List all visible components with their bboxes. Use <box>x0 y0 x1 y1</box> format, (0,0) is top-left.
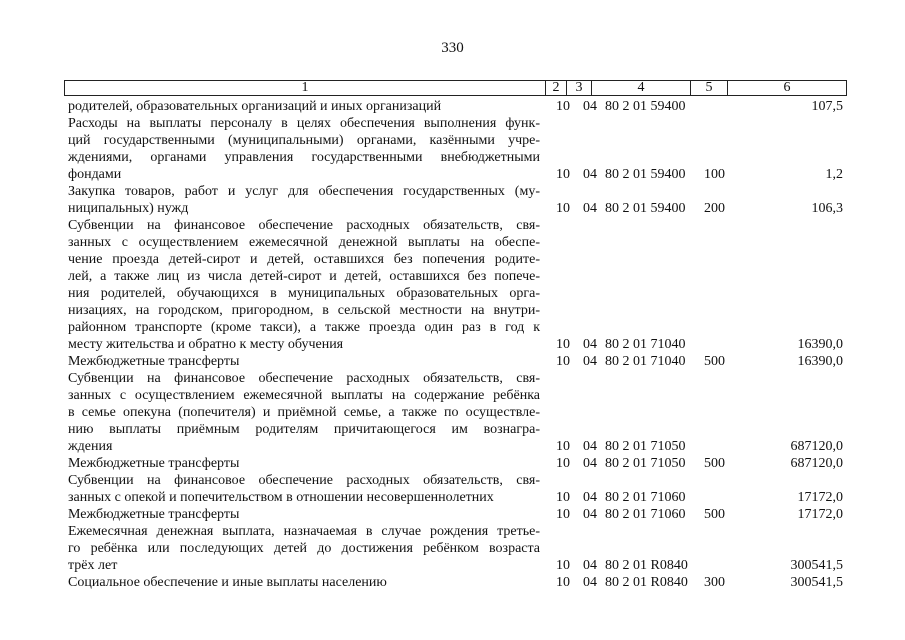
section-code: 10 <box>556 201 570 216</box>
expense-type-code: 500 <box>704 456 725 471</box>
expense-type-code: 300 <box>704 575 725 590</box>
column-header-3: 3 <box>567 81 592 96</box>
column-header-5: 5 <box>691 81 728 96</box>
table-row <box>0 472 905 506</box>
amount: 17172,0 <box>797 507 843 522</box>
table-row <box>0 115 905 183</box>
section-code: 10 <box>556 337 570 352</box>
row-values <box>0 489 905 506</box>
description-line: занных с осуществлением ежемесячной денежной выплаты на обеспе- <box>68 235 540 250</box>
description-line: Расходы на выплаты персоналу в целях обеспечения выполнения функ- <box>68 116 540 131</box>
row-description <box>68 217 540 353</box>
description-line: Межбюджетные трансферты <box>68 354 240 369</box>
description-line: ждениями, органами управления государственными внебюджетными <box>68 150 540 165</box>
description-line: нию выплаты приёмным родителям причитающегося им вознагра- <box>68 422 540 437</box>
target-article-code: 80 2 01 59400 <box>605 99 686 114</box>
row-values <box>0 506 905 523</box>
section-code: 10 <box>556 354 570 369</box>
target-article-code: 80 2 01 71040 <box>605 354 686 369</box>
section-code: 10 <box>556 167 570 182</box>
subsection-code: 04 <box>583 201 597 216</box>
amount: 300541,5 <box>790 558 843 573</box>
description-line: трёх лет <box>68 558 118 573</box>
description-line: районном транспорте (кроме такси), а также проезда один раз в год к <box>68 320 540 335</box>
section-code: 10 <box>556 456 570 471</box>
table-row <box>0 574 905 591</box>
description-line: ния родителей, обучающихся в муниципальных образовательных орга- <box>68 286 540 301</box>
target-article-code: 80 2 01 59400 <box>605 167 686 182</box>
description-line: Субвенции на финансовое обеспечение расходных обязательств, свя- <box>68 371 540 386</box>
expense-type-code: 200 <box>704 201 725 216</box>
table-row <box>0 183 905 217</box>
row-values <box>0 200 905 217</box>
column-header-table <box>64 80 847 96</box>
row-values <box>0 557 905 574</box>
expense-type-code: 100 <box>704 167 725 182</box>
description-line: Межбюджетные трансферты <box>68 507 240 522</box>
amount: 17172,0 <box>797 490 843 505</box>
row-values <box>0 455 905 472</box>
table-row <box>0 98 905 115</box>
section-code: 10 <box>556 99 570 114</box>
subsection-code: 04 <box>583 99 597 114</box>
description-line: Ежемесячная денежная выплата, назначаемая в случае рождения третье- <box>68 524 540 539</box>
target-article-code: 80 2 01 71050 <box>605 439 686 454</box>
subsection-code: 04 <box>583 456 597 471</box>
description-line: Субвенции на финансовое обеспечение расходных обязательств, свя- <box>68 473 540 488</box>
column-header-1: 1 <box>65 81 546 96</box>
amount: 687120,0 <box>790 456 843 471</box>
description-line: занных с осуществлением ежемесячной выплаты на содержание ребёнка <box>68 388 540 403</box>
amount: 16390,0 <box>797 354 843 369</box>
amount: 16390,0 <box>797 337 843 352</box>
description-line: родителей, образовательных организаций и иных организаций <box>68 99 442 114</box>
row-values <box>0 166 905 183</box>
description-line: чение проезда детей-сирот и детей, оставшихся без попечения родите- <box>68 252 540 267</box>
description-line: Закупка товаров, работ и услуг для обеспечения государственных (му- <box>68 184 540 199</box>
row-values <box>0 438 905 455</box>
table-body <box>0 98 905 591</box>
section-code: 10 <box>556 507 570 522</box>
target-article-code: 80 2 01 71050 <box>605 456 686 471</box>
description-line: Субвенции на финансовое обеспечение расходных обязательств, свя- <box>68 218 540 233</box>
target-article-code: 80 2 01 R0840 <box>605 558 688 573</box>
page-number: 330 <box>441 40 464 56</box>
table-row <box>0 506 905 523</box>
subsection-code: 04 <box>583 575 597 590</box>
subsection-code: 04 <box>583 439 597 454</box>
description-line: Межбюджетные трансферты <box>68 456 240 471</box>
column-header-2: 2 <box>546 81 567 96</box>
column-header-4: 4 <box>592 81 691 96</box>
description-line: лей, а также лиц из числа детей-сирот и детей, оставшихся без попече- <box>68 269 540 284</box>
row-values <box>0 353 905 370</box>
description-line: в семье опекуна (попечителя) и приёмной семье, а также по осуществле- <box>68 405 540 420</box>
subsection-code: 04 <box>583 337 597 352</box>
description-line: ждения <box>68 439 113 454</box>
amount: 687120,0 <box>790 439 843 454</box>
amount: 1,2 <box>825 167 843 182</box>
row-values <box>0 574 905 591</box>
description-line: Социальное обеспечение и иные выплаты населению <box>68 575 387 590</box>
target-article-code: 80 2 01 59400 <box>605 201 686 216</box>
description-line: фондами <box>68 167 122 182</box>
section-code: 10 <box>556 575 570 590</box>
subsection-code: 04 <box>583 167 597 182</box>
amount: 106,3 <box>811 201 843 216</box>
description-line: занных с опекой и попечительством в отношении несовершеннолетних <box>68 490 494 505</box>
description-line: го ребёнка или последующих детей до достижения ребёнком возраста <box>68 541 540 556</box>
expense-type-code: 500 <box>704 354 725 369</box>
section-code: 10 <box>556 439 570 454</box>
table-row <box>0 455 905 472</box>
row-values <box>0 98 905 115</box>
section-code: 10 <box>556 558 570 573</box>
subsection-code: 04 <box>583 354 597 369</box>
expense-type-code: 500 <box>704 507 725 522</box>
target-article-code: 80 2 01 71040 <box>605 337 686 352</box>
description-line: месту жительства и обратно к месту обучения <box>68 337 344 352</box>
target-article-code: 80 2 01 R0840 <box>605 575 688 590</box>
row-values <box>0 336 905 353</box>
column-header-6: 6 <box>728 81 847 96</box>
amount: 300541,5 <box>790 575 843 590</box>
target-article-code: 80 2 01 71060 <box>605 490 686 505</box>
description-line: ций государственными (муниципальными) органами, казёнными учре- <box>68 133 540 148</box>
description-line: низациях, на городском, пригородном, в сельской местности на внутри- <box>68 303 540 318</box>
table-row <box>0 217 905 353</box>
table-row <box>0 523 905 574</box>
subsection-code: 04 <box>583 558 597 573</box>
table-row <box>0 353 905 370</box>
amount: 107,5 <box>811 99 843 114</box>
description-line: ниципальных) нужд <box>68 201 189 216</box>
subsection-code: 04 <box>583 507 597 522</box>
subsection-code: 04 <box>583 490 597 505</box>
section-code: 10 <box>556 490 570 505</box>
target-article-code: 80 2 01 71060 <box>605 507 686 522</box>
table-row <box>0 370 905 455</box>
